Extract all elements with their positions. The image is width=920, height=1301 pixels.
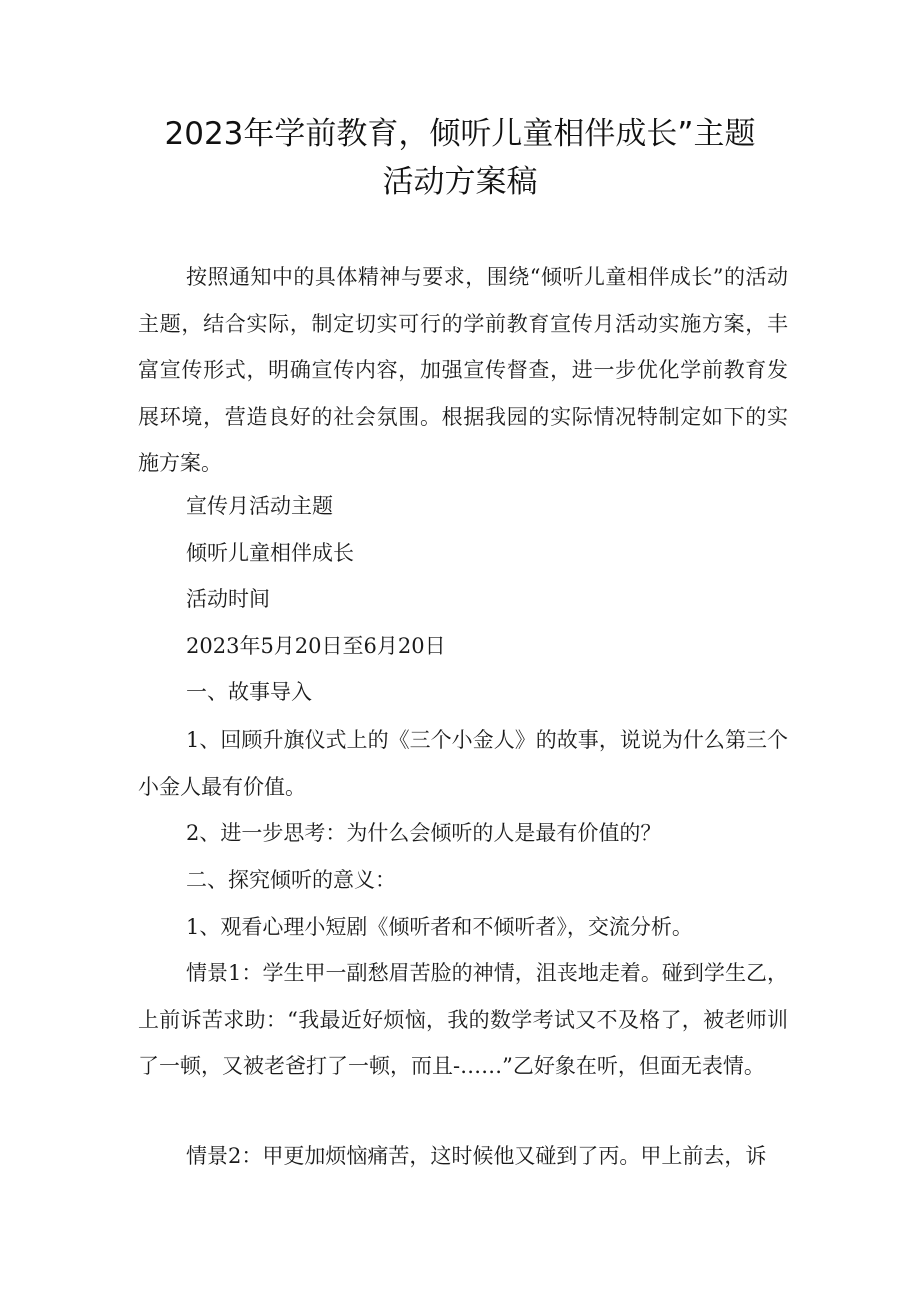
scene-2-block [138,1133,788,1180]
section-2-heading: 二、探究倾听的意义： [186,868,396,892]
section-1-item-1: 1、回顾升旗仪式上的《三个小金人》的故事，说说为什么第三个小金人最有价值。 [138,728,788,799]
section-1-item-2: 2、进一步思考：为什么会倾听的人是最有价值的？ [186,821,662,845]
scene-2-paragraph: 情景2：甲更加烦恼痛苦，这时候他又碰到了丙。甲上前去，诉 [186,1144,767,1168]
section-1-heading: 一、故事导入 [186,680,312,704]
document-title-line-1: 2023年学前教育，倾听儿童相伴成长”主题 [164,116,756,152]
theme-text: 倾听儿童相伴成长 [186,540,354,565]
time-text: 2023年5月20日至6月20日 [186,633,446,658]
section-2-item-1: 1、观看心理小短剧《倾听者和不倾听者》，交流分析。 [186,914,693,939]
intro-block [138,254,788,487]
heading-time: 活动时间 [186,587,270,611]
heading-theme: 宣传月活动主题 [186,494,333,518]
section-2-block [138,868,788,1090]
document-title-line-2: 活动方案稿 [382,164,538,200]
scene-1-paragraph: 情景1：学生甲一副愁眉苦脸的神情，沮丧地走着。碰到学生乙，上前诉苦求助：“我最近好烦恼，我的数学考试又不及格了，被老师训了一顿，又被老爸打了一顿，而且-……”乙好象在听，但面无表情。 [138,961,788,1078]
intro-paragraph: 按照通知中的具体精神与要求，围绕“倾听儿童相伴成长”的活动主题，结合实际，制定切实可行的学前教育宣传月活动实施方案，丰富宣传形式，明确宣传内容，加强宣传督查，进一步优化学前教育发展环境，营造良好的社会氛围。根据我园的实际情况特制定如下的实施方案。 [138,265,788,475]
section-1-block [138,717,788,857]
theme-time-block [138,483,788,716]
